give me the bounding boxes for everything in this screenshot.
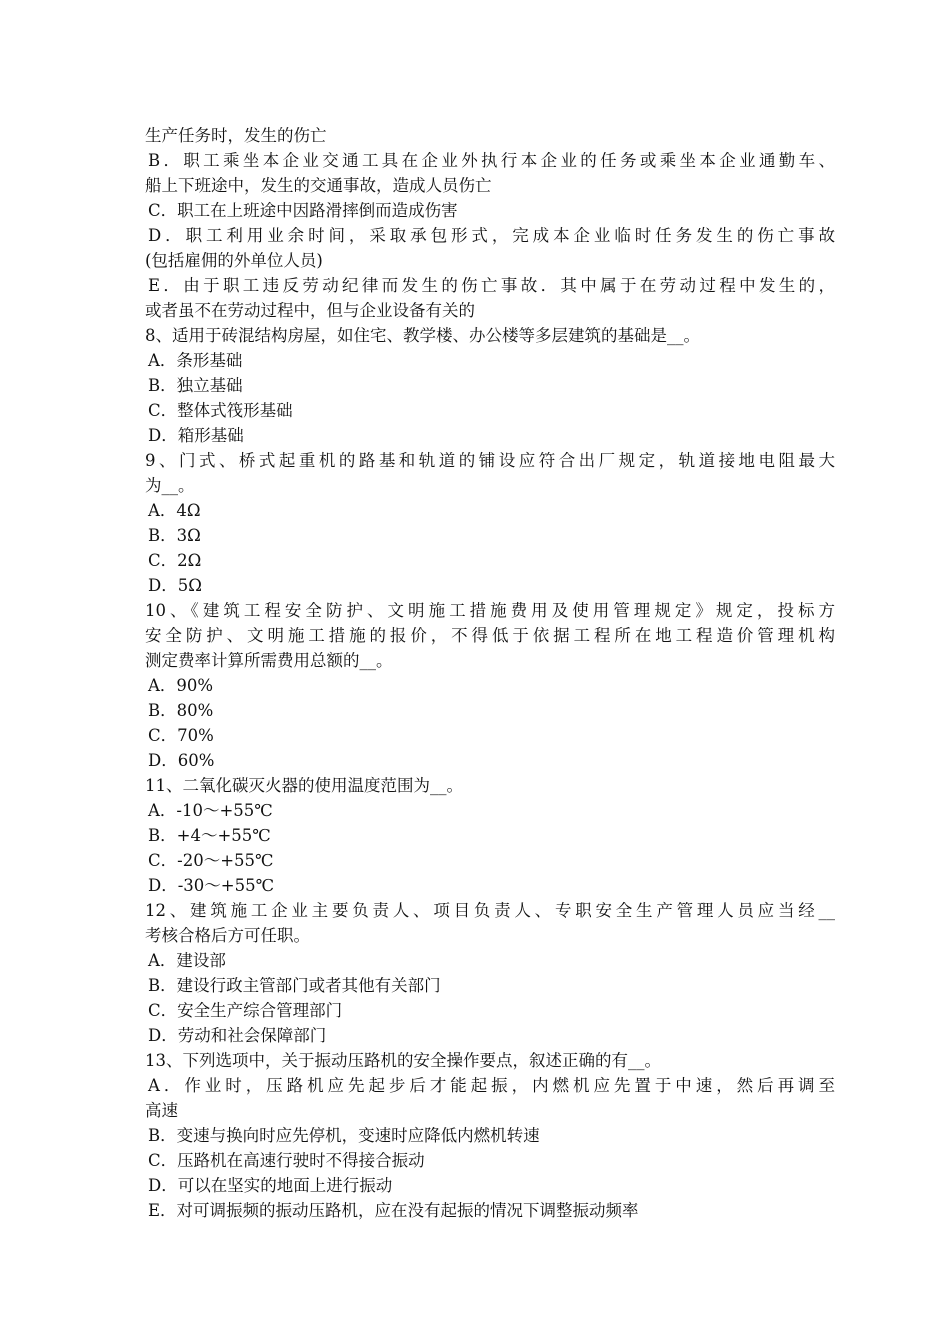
- option-line: A．4Ω: [148, 501, 201, 520]
- text-line: 船上下班途中，发生的交通事故，造成人员伤亡: [145, 176, 492, 195]
- option-line: A．-10～+55℃: [148, 801, 273, 820]
- option-line: A．作业时，压路机应先起步后才能起振，内燃机应先置于中速，然后再调至: [148, 1076, 835, 1095]
- option-line: C．安全生产综合管理部门: [148, 1001, 343, 1020]
- option-line: D．职工利用业余时间，采取承包形式，完成本企业临时任务发生的伤亡事故: [148, 226, 835, 245]
- option-line: B．变速与换向时应先停机，变速时应降低内燃机转速: [148, 1126, 540, 1145]
- question-line: 8、适用于砖混结构房屋，如住宅、教学楼、办公楼等多层建筑的基础是__。: [145, 326, 700, 345]
- question-line: 9、门式、桥式起重机的路基和轨道的铺设应符合出厂规定，轨道接地电阻最大: [145, 451, 835, 470]
- text-line: 或者虽不在劳动过程中，但与企业设备有关的: [145, 301, 475, 320]
- option-line: B．职工乘坐本企业交通工具在企业外执行本企业的任务或乘坐本企业通勤车、: [148, 151, 835, 170]
- option-line: D．劳动和社会保障部门: [148, 1026, 327, 1045]
- question-line: 12、建筑施工企业主要负责人、项目负责人、专职安全生产管理人员应当经__: [145, 901, 835, 920]
- question-line: 10、《建筑工程安全防护、文明施工措施费用及使用管理规定》规定，投标方: [145, 601, 835, 620]
- option-line: C．2Ω: [148, 551, 202, 570]
- option-line: D．可以在坚实的地面上进行振动: [148, 1176, 393, 1195]
- text-line: 生产任务时，发生的伤亡: [145, 126, 327, 145]
- option-line: C．-20～+55℃: [148, 851, 274, 870]
- option-line: C．整体式筏形基础: [148, 401, 293, 420]
- text-line: (包括雇佣的外单位人员): [145, 251, 323, 270]
- option-line: D．5Ω: [148, 576, 202, 595]
- option-line: D．60%: [148, 751, 215, 770]
- option-line: A．条形基础: [148, 351, 243, 370]
- option-line: E．由于职工违反劳动纪律而发生的伤亡事故．其中属于在劳动过程中发生的，: [148, 276, 835, 295]
- question-line: 测定费率计算所需费用总额的__。: [145, 651, 393, 670]
- option-line: B．+4～+55℃: [148, 826, 271, 845]
- option-line: B．建设行政主管部门或者其他有关部门: [148, 976, 441, 995]
- option-line: D．箱形基础: [148, 426, 244, 445]
- question-line: 11、二氧化碳灭火器的使用温度范围为__。: [145, 776, 463, 795]
- option-line: C．70%: [148, 726, 214, 745]
- question-line: 安全防护、文明施工措施的报价，不得低于依据工程所在地工程造价管理机构: [145, 626, 835, 645]
- text-line: 高速: [145, 1101, 178, 1120]
- option-line: B．独立基础: [148, 376, 243, 395]
- document-body: [145, 123, 835, 1223]
- option-line: C．职工在上班途中因路滑摔倒而造成伤害: [148, 201, 458, 220]
- option-line: C．压路机在高速行驶时不得接合振动: [148, 1151, 425, 1170]
- option-line: B．3Ω: [148, 526, 201, 545]
- option-line: A．建设部: [148, 951, 226, 970]
- option-line: A．90%: [148, 676, 214, 695]
- question-line: 为__。: [145, 476, 195, 495]
- option-line: D．-30～+55℃: [148, 876, 275, 895]
- option-line: B．80%: [148, 701, 214, 720]
- question-line: 13、下列选项中，关于振动压路机的安全操作要点，叙述正确的有__。: [145, 1051, 661, 1070]
- question-line: 考核合格后方可任职。: [145, 926, 310, 945]
- option-line: E．对可调振频的振动压路机，应在没有起振的情况下调整振动频率: [148, 1201, 639, 1220]
